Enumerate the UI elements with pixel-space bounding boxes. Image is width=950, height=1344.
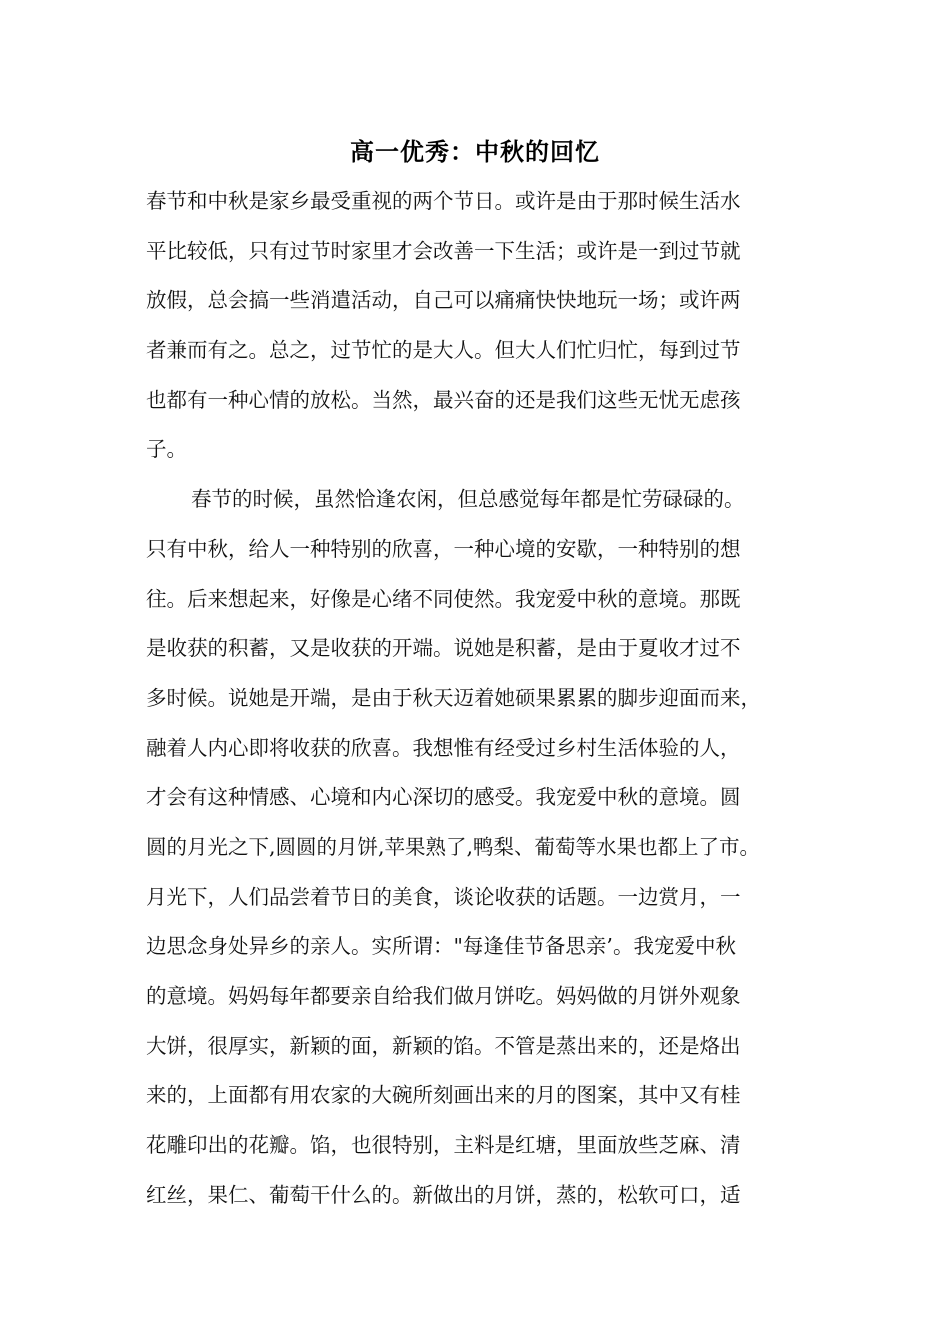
text-line: 春节和中秋是家乡最受重视的两个节日。或许是由于那时候生活水 <box>146 189 741 213</box>
text-line: 只有中秋，给人一种特别的欣喜，一种心境的安歇，一种特别的想 <box>146 536 741 561</box>
text-line: 红丝，果仁、葡萄干什么的。新做出的月饼，蒸的，松软可口，适 <box>146 1182 741 1207</box>
text-line: 才会有这种情感、心境和内心深切的感受。我宠爱中秋的意境。圆 <box>146 785 741 810</box>
text-line: 来的，上面都有用农家的大碗所刻画出来的月的图案，其中又有桂 <box>146 1083 741 1108</box>
text-line: 的意境。妈妈每年都要亲自给我们做月饼吃。妈妈做的月饼外观象 <box>146 984 741 1008</box>
text-line: 圆的月光之下,圆圆的月饼,苹果熟了,鸭梨、葡萄等水果也都上了市。 <box>146 834 761 859</box>
document-body <box>146 181 826 1224</box>
text-line: 放假，总会搞一些消遣活动，自己可以痛痛快快地玩一场；或许两 <box>146 288 741 313</box>
text-line: 是收获的积蓄，又是收获的开端。说她是积蓄，是由于夏收才过不 <box>146 636 741 661</box>
text-line: 边思念身处异乡的亲人。实所谓："每逢佳节备思亲’。我宠爱中秋 <box>146 934 736 959</box>
text-line: 月光下，人们品尝着节日的美食，谈论收获的话题。一边赏月，一 <box>146 884 741 909</box>
text-line: 平比较低，只有过节时家里才会改善一下生活；或许是一到过节就 <box>146 238 741 263</box>
text-line-paragraph-start: 春节的时候，虽然恰逢农闲，但总感觉每年都是忙劳碌碌的。 <box>191 487 745 512</box>
text-line: 多时候。说她是开端，是由于秋天迈着她硕果累累的脚步迎面而来， <box>146 685 761 710</box>
text-line: 往。后来想起来，好像是心绪不同使然。我宠爱中秋的意境。那既 <box>146 586 741 611</box>
document-title: 高一优秀：中秋的回忆 <box>350 138 600 166</box>
text-line: 子。 <box>146 437 187 462</box>
text-line: 大饼，很厚实，新颖的面，新颖的馅。不管是蒸出来的，还是烙出 <box>146 1033 741 1058</box>
text-line: 融着人内心即将收获的欣喜。我想惟有经受过乡村生活体验的人， <box>146 735 741 760</box>
text-line: 也都有一种心情的放松。当然，最兴奋的还是我们这些无忧无虑孩 <box>146 387 741 412</box>
text-line: 花雕印出的花瓣。馅，也很特别，主料是红塘，里面放些芝麻、清 <box>146 1133 741 1158</box>
text-line: 者兼而有之。总之，过节忙的是大人。但大人们忙归忙，每到过节 <box>146 338 741 363</box>
